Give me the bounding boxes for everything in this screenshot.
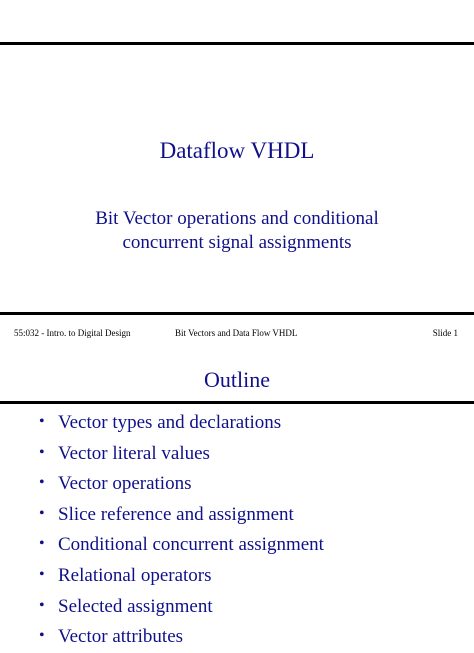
outline-title: Outline: [204, 367, 270, 392]
outline-item-text: Slice reference and assignment: [58, 503, 294, 525]
footer-divider: [0, 312, 474, 315]
footer-slide-number: Slide 1: [432, 328, 458, 338]
footer-topic: Bit Vectors and Data Flow VHDL: [175, 328, 298, 338]
bullet-icon: •: [39, 535, 45, 553]
bullet-icon: •: [39, 627, 45, 645]
outline-item-text: Vector operations: [58, 473, 192, 495]
outline-item-text: Conditional concurrent assignment: [58, 534, 324, 556]
slide-title: Dataflow VHDL: [159, 138, 315, 163]
bullet-icon: •: [39, 504, 45, 522]
bullet-icon: •: [39, 443, 45, 461]
bullet-icon: •: [39, 474, 45, 492]
outline-item-text: Vector attributes: [58, 626, 184, 648]
outline-item-text: Vector types and declarations: [58, 412, 282, 433]
subtitle-line-2: concurrent signal assignments: [122, 232, 352, 253]
outline-item-text: Relational operators: [58, 564, 212, 586]
bullet-icon: •: [39, 565, 45, 583]
footer-course: 55:032 - Intro. to Digital Design: [14, 328, 131, 338]
outline-slide: [0, 360, 474, 648]
slide-subtitle: [0, 207, 474, 255]
outline-item-text: Selected assignment: [58, 595, 213, 617]
bullet-icon: •: [39, 596, 45, 614]
outline-divider: [0, 401, 474, 404]
outline-item-text: Vector literal values: [58, 442, 210, 464]
subtitle-line-1: Bit Vector operations and conditional: [95, 208, 379, 229]
top-divider: [0, 42, 474, 45]
bullet-icon: •: [39, 413, 45, 430]
